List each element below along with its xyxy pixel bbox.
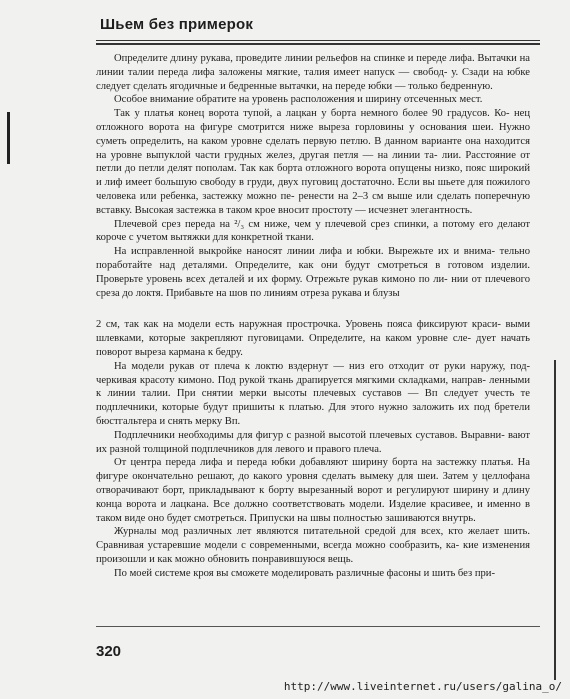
body-text <box>96 52 530 580</box>
header-rule <box>96 40 540 41</box>
header-rule-thick <box>96 43 540 45</box>
footer-rule <box>96 626 540 627</box>
paragraph: На исправленной выкройке наносят линии лифа и юбки. Вырежьте их и внима- тельно поработайте над деталями. Определите, как они будут смотреться в готовом изделии. Проверьте уровень всех деталей и их форму. Отрежьте рукав кимоно по ли- нии от плечевого среза до локтя. Прибавьте на шов по линиям отреза рукава и блузы <box>96 246 530 299</box>
running-header: Шьем без примерок <box>100 16 254 33</box>
paragraph: Журналы мод различных лет являются питательной средой для всех, кто желает шить. Сравнивая устаревшие модели с современными, всегда можно сообразить, ка- кие изменения произошли и как можно обновить понравившуюся вещь. <box>96 526 530 565</box>
scan-binding-mark <box>7 112 10 164</box>
paragraph: По моей системе кроя вы сможете моделировать различные фасоны и шить без при- <box>114 567 496 579</box>
paragraph: Так у платья конец ворота тупой, а лацкан у борта немного более 90 градусов. Ко- нец отложного ворота на фигуре смотрится ниже выреза горловины у основания шеи. Нужно суметь определить, на каком уровне сделать первую петлю. В данном варианте она находится на уровне выпуклой части грудных желез, другая петля — на линии та- лии. Расстояние от петли до петли делят пополам. Так как борта отложного ворота опущены низко, пояс широкий и лиф имеет большую свободу в груди, двух пуговиц достаточно. Если вы шьете для пожилого человека или ребенка, застежку можно пе- ренести на 2–3 см выше или сделать поперечную вставку. Высокая застежка в таком крое вносит простоту — исчезнет элегантность. <box>96 108 530 216</box>
paragraph: От центра переда лифа и переда юбки добавляют ширину борта на застежку платья. На фигуре окончательно решают, до какого уровня сделать вымеку для шеи. Затем у целлофана отворачивают борт, прикладывают к борту вырезанный ворот и регулируют ширину и длину конца ворота и лацкана. Все должно соответствовать модели. Изделие красивее, и именно в таком виде оно будет смотреться. Припуски на швы полностью зашиваются внутрь. <box>96 457 530 524</box>
watermark-url: http://www.liveinternet.ru/users/galina_o/ <box>283 680 562 693</box>
page-number: 320 <box>96 643 122 660</box>
paragraph-continued: 2 см, так как на модели есть наружная прострочка. Уровень пояса фиксируют краси- выми шлевками, которые закрепляют пуговицами. Определите, на каком уровне сле- дует начать поворот выреза кармана к бедру. <box>96 319 530 358</box>
paragraph: Определите длину рукава, проведите линии рельефов на спинке и переде лифа. Вытачки на линии талии переда лифа заложены мягкие, талия имеет напуск — свобод- у. Сзади на юбке следует сделать ягодичные и бедренные вытачки, на переде юбки — только бедренную. <box>96 53 530 92</box>
paragraph: На модели рукав от плеча к локтю вздернут — низ его отходит от руки наружу, под- черкивая красоту кимоно. Под рукой ткань драпируется мягкими складками, направ- ленными к линии талии. При снятии мерки высоты плечевых суставов — Вп следует учесть те подплечники, которые будут пришиты к платью. Для этого нужно заложить их под бретели бюстгальтера и снять мерку Вп. <box>96 360 530 427</box>
paragraph-gap <box>96 300 530 318</box>
paragraph: Особое внимание обратите на уровень расположения и ширину отсеченных мест. <box>114 94 483 106</box>
scan-edge-shadow <box>554 360 556 680</box>
paragraph: Плечевой срез переда на ²/₃ см ниже, чем у плечевой срез спинки, а потому его делают короче с учетом вытяжки для конкретной ткани. <box>96 218 530 244</box>
paragraph: Подплечники необходимы для фигур с разной высотой плечевых суставов. Выравни- вают их разной толщиной подплечников для левого и правого плеча. <box>96 429 530 455</box>
